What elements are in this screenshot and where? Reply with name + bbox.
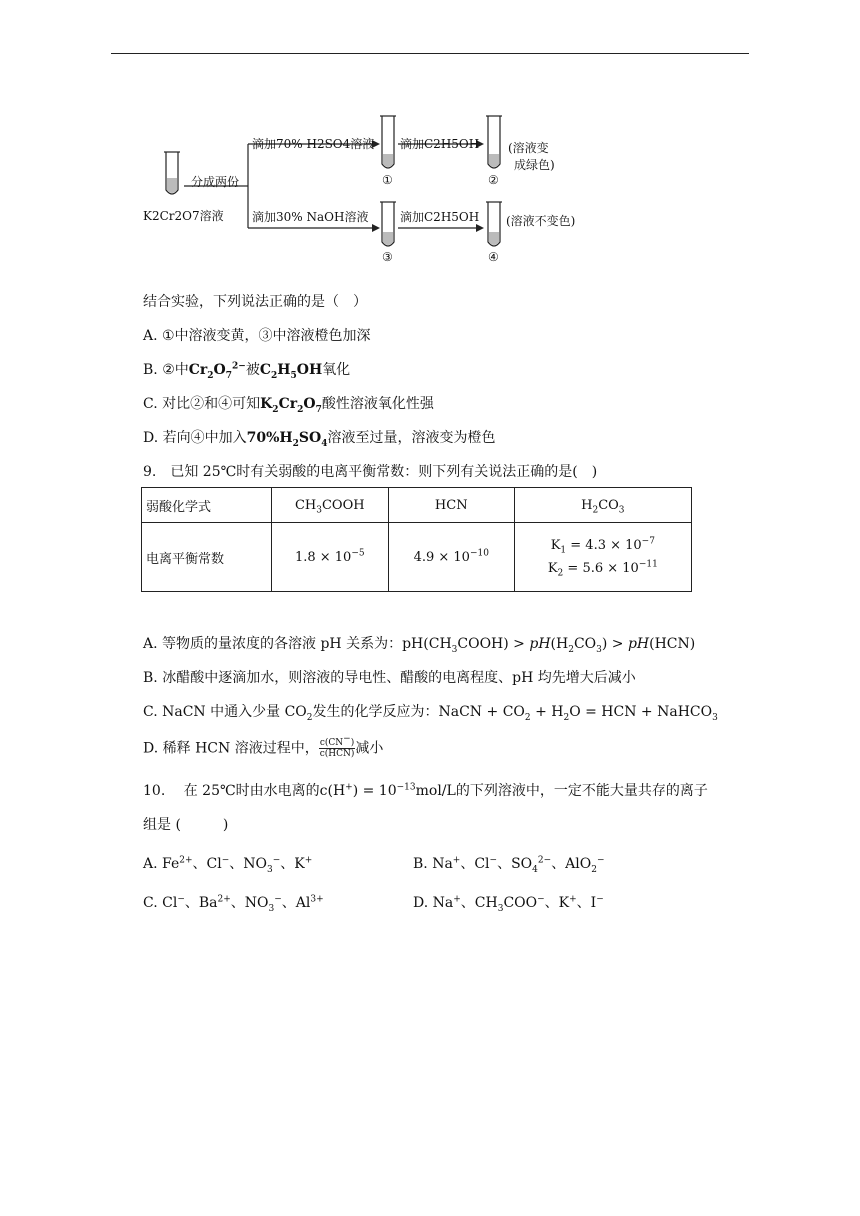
test-tube-4 [486,202,502,246]
q8-b-suffix: 氧化 [322,362,351,378]
table-header-hcn: HCN [388,488,514,523]
q8-b-prefix: B. ②中 [143,362,189,378]
q9-option-c: C. NaCN 中通入少量 $CO_2$发生的化学反应为：NaCN + $CO_2 + H_2O$ = HCN + NaHCO$_3$ [143,704,718,723]
q10-stem-suffix: 的下列溶液中，一定不能大量共存的离子 [455,783,708,799]
q8-c-suffix: 酸性溶液氧化性强 [321,396,434,412]
header-rule [111,53,749,54]
tube-label-2: ② [488,173,499,187]
q8-d-prefix: D. 若向④中加入 [143,430,247,446]
q10-option-b: B. Na+、Cl−、$SO_4^{2-}$、AlO$_2$− [413,855,605,875]
q10-option-a: A. $Fe^{2+}$、Cl−、$NO_3^-$、K+ [143,855,313,875]
q9-a-prefix: A. 等物质的量浓度的各溶液 pH 关系为： [143,636,403,652]
q9-option-a: A. 等物质的量浓度的各溶液 pH 关系为：$pH(CH_3COOH) > pH(H_2CO_3) > pH(HCN)$ [143,636,696,655]
ka-hcn: $4.9 \times 10^{-10}$ [388,523,514,592]
q10-option-c: C. Cl−、$Ba^{2+}$、$NO_3^-$、$Al^{3+}$ [143,894,324,914]
q8-stem: 结合实验，下列说法正确的是（ ） [143,294,367,310]
q10-stem-prefix: 10. 在 25℃时由水电离的 [143,783,320,799]
bottom-ethanol-label: 滴加C2H5OH [400,210,480,224]
top-result-line1: (溶液变 [508,141,549,155]
q8-option-b: B. ②中$Cr_2O_7^{2-}$被$C_2H_5OH$氧化 [143,361,351,381]
q8-c-prefix: C. 对比②和④可知 [143,396,261,412]
q10-stem-line1: 10. 在 25℃时由水电离的$c(H^+) = 10^{-13}mol/L$的下列溶液中，一定不能大量共存的离子 [143,782,708,799]
q8-option-a: A. ①中溶液变黄，③中溶液橙色加深 [143,328,371,344]
top-reagent-label: 滴加70% H2SO4溶液 [252,137,375,151]
bottom-reagent-label: 滴加30% NaOH溶液 [252,210,369,224]
table-row-label: 电离平衡常数 [142,523,272,592]
tube-label-1: ① [382,173,393,187]
test-tube-3 [380,202,396,246]
bottom-result-label: (溶液不变色) [506,214,576,228]
tube-label-4: ④ [488,250,499,264]
q8-option-c: C. 对比②和④可知$K_2Cr_2O_7$酸性溶液氧化性强 [143,396,434,415]
top-result-line2: 成绿色) [514,158,555,172]
ka-h2co3: $K_1 = 4.3 \times 10^{-7}$ $K_2 = 5.6 \times 10^{-11}$ [514,523,691,592]
fraction-cn-hcn: $\frac{c(CN^-)}{\text{c(HCN)}}$ [319,734,355,759]
q8-b-mid: 被 [245,362,260,378]
table-header-formula: 弱酸化学式 [142,488,272,523]
ionization-constant-table [141,487,692,592]
table-row [142,523,692,592]
q9-d-suffix: 减小 [355,740,384,757]
top-ethanol-label: 滴加C2H5OH [400,137,480,151]
q8-option-d: D. 若向④中加入$70\%H_2SO_4$溶液至过量，溶液变为橙色 [143,430,496,449]
test-tube-2 [486,116,502,168]
tube-label-3: ③ [382,250,393,264]
q9-c-prefix: C. NaCN 中通入少量 CO [143,704,307,720]
table-header-h2co3: $H_2CO_3$ [514,488,691,523]
start-solution-label: K2Cr2O7溶液 [143,209,224,223]
q9-c-suffix: 发生的化学反应为： [312,704,439,720]
test-tube-1 [380,116,396,168]
q9-option-d [143,734,384,759]
q9-d-prefix: D. 稀释 HCN 溶液过程中， [143,740,319,757]
q9-option-b: B. 冰醋酸中逐滴加水，则溶液的导电性、醋酸的电离程度、pH 均先增大后减小 [143,670,636,686]
experiment-diagram [140,112,620,272]
test-tube-start [164,152,180,194]
table-header-ch3cooh: $CH_3COOH$ [271,488,388,523]
split-label: 分成两份 [191,175,240,189]
q9-stem: 9. 已知 25℃时有关弱酸的电离平衡常数：则下列有关说法正确的是( ) [143,464,598,480]
q10-option-d: D. Na+、$CH_3COO^-$、K+、I− [413,894,604,914]
q10-stem-line2: 组是 ( ) [143,817,229,833]
ka-ch3cooh: $1.8 \times 10^{-5}$ [271,523,388,592]
table-row [142,488,692,523]
q8-d-suffix: 溶液至过量，溶液变为橙色 [327,430,496,446]
